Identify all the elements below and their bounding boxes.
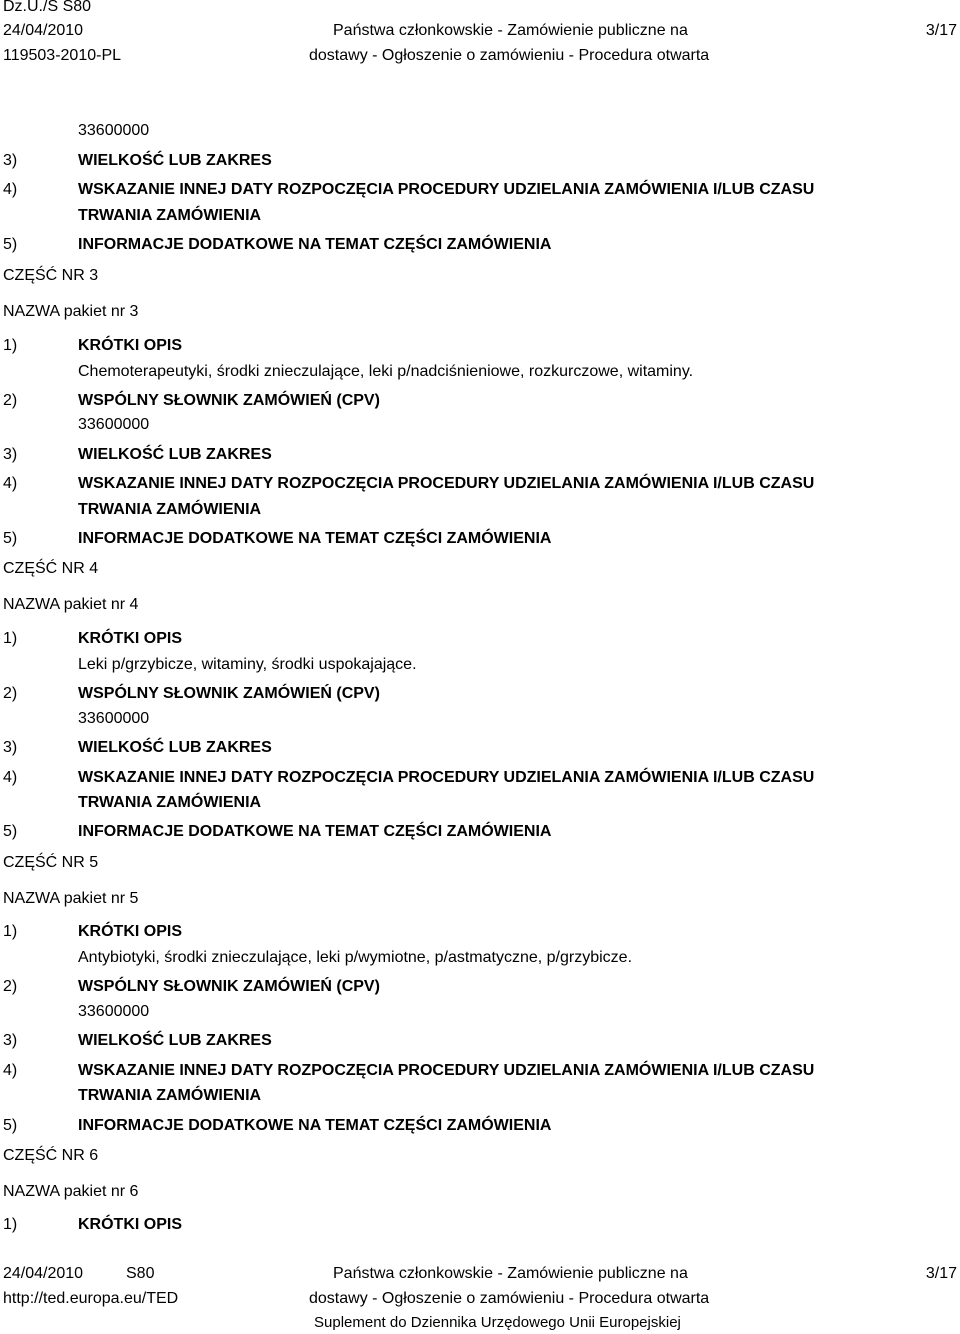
other-date-heading-cont: TRWANIA ZAMÓWIENIA [78,207,262,224]
other-date-heading: WSKAZANIE INNEJ DATY ROZPOCZĘCIA PROCEDURY UDZIELANIA ZAMÓWIENIA I/LUB CZASU [78,769,815,786]
item-number: 5) [3,236,18,253]
item-number: 2) [3,685,18,702]
item-number: 4) [3,475,18,492]
item-number: 5) [3,530,18,547]
footer-title-line2: dostawy - Ogłoszenie o zamówieniu - Procedura otwarta [309,1290,710,1307]
cpv-code: 33600000 [78,1003,150,1020]
part-name: NAZWA pakiet nr 3 [3,303,139,320]
cpv-heading: WSPÓLNY SŁOWNIK ZAMÓWIEŃ (CPV) [78,392,380,409]
header-title-line1: Państwa członkowskie - Zamówienie publiczne na [333,22,688,39]
item-number: 2) [3,392,18,409]
item-number: 3) [3,152,18,169]
short-description-text: Chemoterapeutyki, środki znieczulające, leki p/nadciśnieniowe, rozkurczowe, witaminy. [78,363,694,380]
scope-heading: WIELKOŚĆ LUB ZAKRES [78,1032,272,1049]
item-number: 1) [3,337,18,354]
item-number: 3) [3,1032,18,1049]
cpv-code: 33600000 [78,416,150,433]
header-page-number: 3/17 [925,22,957,39]
additional-info-heading: INFORMACJE DODATKOWE NA TEMAT CZĘŚCI ZAMÓWIENIA [78,530,552,547]
scope-heading: WIELKOŚĆ LUB ZAKRES [78,739,272,756]
footer-page-number: 3/17 [925,1265,957,1282]
item-number: 3) [3,739,18,756]
other-date-heading: WSKAZANIE INNEJ DATY ROZPOCZĘCIA PROCEDURY UDZIELANIA ZAMÓWIENIA I/LUB CZASU [78,1062,815,1079]
part-name: NAZWA pakiet nr 6 [3,1183,139,1200]
cpv-code: 33600000 [78,710,150,727]
short-description-heading: KRÓTKI OPIS [78,337,183,354]
part-heading: CZĘŚĆ NR 4 [3,560,99,577]
part-name: NAZWA pakiet nr 4 [3,596,139,613]
short-description-heading: KRÓTKI OPIS [78,1216,183,1233]
item-number: 1) [3,1216,18,1233]
item-number: 2) [3,978,18,995]
footer-title-line3: Suplement do Dziennika Urzędowego Unii Europejskiej [314,1314,681,1331]
part-name: NAZWA pakiet nr 5 [3,890,139,907]
short-description-heading: KRÓTKI OPIS [78,923,183,940]
short-description-text: Antybiotyki, środki znieczulające, leki p/wymiotne, p/astmatyczne, p/grzybicze. [78,949,633,966]
journal-ref: Dz.U./S S80 [3,0,92,15]
scope-heading: WIELKOŚĆ LUB ZAKRES [78,446,272,463]
short-description-text: Leki p/grzybicze, witaminy, środki uspokajające. [78,656,417,673]
other-date-heading: WSKAZANIE INNEJ DATY ROZPOCZĘCIA PROCEDURY UDZIELANIA ZAMÓWIENIA I/LUB CZASU [78,475,815,492]
header-doc-id: 119503-2010-PL [3,47,122,64]
item-number: 4) [3,769,18,786]
footer-series: S80 [126,1265,155,1282]
item-number: 5) [3,823,18,840]
item-number: 4) [3,1062,18,1079]
cpv-code: 33600000 [78,122,150,139]
cpv-heading: WSPÓLNY SŁOWNIK ZAMÓWIEŃ (CPV) [78,978,380,995]
footer-date: 24/04/2010 [3,1265,84,1282]
other-date-heading-cont: TRWANIA ZAMÓWIENIA [78,794,262,811]
part-heading: CZĘŚĆ NR 5 [3,854,99,871]
item-number: 5) [3,1117,18,1134]
item-number: 4) [3,181,18,198]
scope-heading: WIELKOŚĆ LUB ZAKRES [78,152,272,169]
other-date-heading-cont: TRWANIA ZAMÓWIENIA [78,501,262,518]
additional-info-heading: INFORMACJE DODATKOWE NA TEMAT CZĘŚCI ZAMÓWIENIA [78,1117,552,1134]
footer-title-line1: Państwa członkowskie - Zamówienie publiczne na [333,1265,688,1282]
part-heading: CZĘŚĆ NR 6 [3,1147,99,1164]
part-heading: CZĘŚĆ NR 3 [3,267,99,284]
item-number: 1) [3,630,18,647]
additional-info-heading: INFORMACJE DODATKOWE NA TEMAT CZĘŚCI ZAMÓWIENIA [78,823,552,840]
footer-url: http://ted.europa.eu/TED [3,1290,179,1307]
header-title-line2: dostawy - Ogłoszenie o zamówieniu - Procedura otwarta [309,47,710,64]
cpv-heading: WSPÓLNY SŁOWNIK ZAMÓWIEŃ (CPV) [78,685,380,702]
item-number: 3) [3,446,18,463]
other-date-heading-cont: TRWANIA ZAMÓWIENIA [78,1087,262,1104]
item-number: 1) [3,923,18,940]
additional-info-heading: INFORMACJE DODATKOWE NA TEMAT CZĘŚCI ZAMÓWIENIA [78,236,552,253]
other-date-heading: WSKAZANIE INNEJ DATY ROZPOCZĘCIA PROCEDURY UDZIELANIA ZAMÓWIENIA I/LUB CZASU [78,181,815,198]
header-date: 24/04/2010 [3,22,84,39]
short-description-heading: KRÓTKI OPIS [78,630,183,647]
